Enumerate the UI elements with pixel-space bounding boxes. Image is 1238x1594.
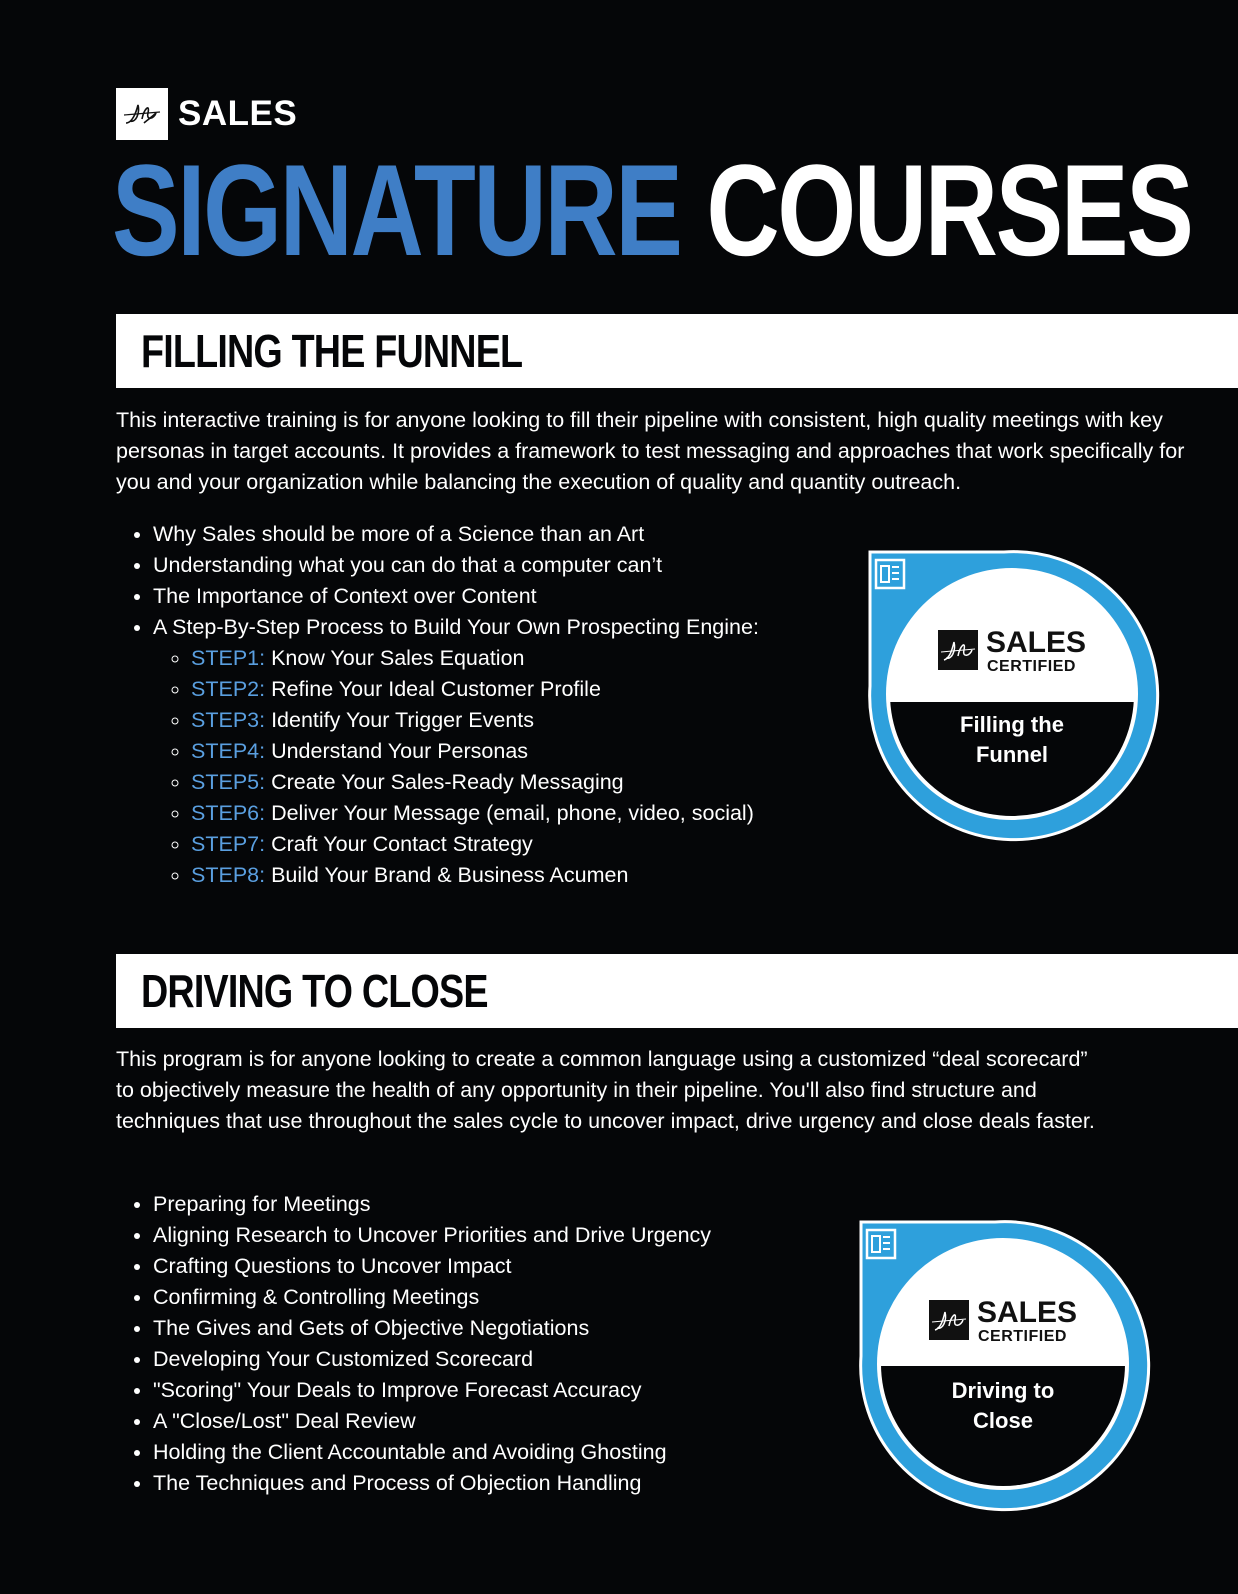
list-item: • "Scoring" Your Deals to Improve Forecast Accuracy (153, 1375, 711, 1406)
step-text: Identify Your Trigger Events (265, 708, 535, 732)
step-label: STEP1: (191, 646, 266, 670)
list-item: • The Importance of Context over Content (153, 581, 759, 612)
badge-course-line2: Funnel (975, 742, 1049, 767)
driving-to-close-badge (855, 1216, 1155, 1516)
list-item: • A "Close/Lost" Deal Review (153, 1406, 711, 1437)
step-text: Understand Your Personas (265, 739, 529, 763)
course2-topic-list (116, 1189, 711, 1499)
list-item-text: A Step-By-Step Process to Build Your Own Prospecting Engine: (153, 615, 759, 639)
title-part2: COURSES (706, 137, 1192, 283)
list-item: • The Gives and Gets of Objective Negotiations (153, 1313, 711, 1344)
step-label: STEP4: (191, 739, 266, 763)
logo-text: SALES (178, 94, 298, 133)
step-label: STEP5: (191, 770, 266, 794)
step-item (191, 674, 759, 705)
step-item (191, 860, 759, 891)
steps-list (153, 643, 759, 891)
badge-logo-icon (938, 630, 978, 670)
signature-logo-icon (116, 88, 168, 140)
badge-certified: CERTIFIED (978, 1328, 1067, 1345)
step-label: STEP2: (191, 677, 266, 701)
list-item: • Understanding what you can do that a computer can’t (153, 550, 759, 581)
course2-description: This program is for anyone looking to create a common language using a customized “deal scorecard” to objectively measure the health of any opportunity in their pipeline. You'll also find structure and techniques that use throughout the sales cycle to uncover impact, drive urgency and close deals faster. (116, 1047, 1095, 1133)
step-text: Deliver Your Message (email, phone, video, social) (265, 801, 754, 825)
badge-course-line1: Filling the (960, 712, 1064, 737)
list-item: • Holding the Client Accountable and Avoiding Ghosting (153, 1437, 711, 1468)
step-label: STEP3: (191, 708, 266, 732)
list-item: • Crafting Questions to Uncover Impact (153, 1251, 711, 1282)
list-item: • The Techniques and Process of Objection Handling (153, 1468, 711, 1499)
step-item (191, 643, 759, 674)
document-icon (876, 560, 904, 588)
step-item (191, 705, 759, 736)
course1-description: This interactive training is for anyone looking to fill their pipeline with consistent, high quality meetings with key personas in target accounts. It provides a framework to test messaging and approaches that work specifically for you and your organization while balancing the execution of quality and quantity outreach. (116, 408, 1185, 494)
list-item: • Aligning Research to Uncover Priorities and Drive Urgency (153, 1220, 711, 1251)
badge-brand: SALES (977, 1296, 1078, 1329)
step-item (191, 736, 759, 767)
list-item: • Why Sales should be more of a Science than an Art (153, 519, 759, 550)
step-text: Know Your Sales Equation (265, 646, 525, 670)
step-item (191, 767, 759, 798)
course2-heading: DRIVING TO CLOSE (141, 965, 488, 1017)
list-item: • Preparing for Meetings (153, 1189, 711, 1220)
list-item: • Confirming & Controlling Meetings (153, 1282, 711, 1313)
course2-heading-bar (116, 954, 1238, 1028)
step-text: Refine Your Ideal Customer Profile (265, 677, 601, 701)
badge-course-line1: Driving to (951, 1378, 1055, 1403)
list-item: • Developing Your Customized Scorecard (153, 1344, 711, 1375)
step-label: STEP6: (191, 801, 266, 825)
document-icon (867, 1230, 895, 1258)
title-part1: SIGNATURE (112, 137, 681, 283)
badge-certified: CERTIFIED (987, 658, 1076, 675)
course1-topic-list (116, 519, 759, 891)
list-item (153, 612, 759, 891)
badge-course-line2: Close (973, 1408, 1033, 1433)
course1-heading-bar (116, 314, 1238, 388)
badge-brand: SALES (986, 626, 1087, 659)
course1-heading: FILLING THE FUNNEL (141, 325, 523, 377)
step-item (191, 798, 759, 829)
badge-logo-icon (929, 1300, 969, 1340)
step-text: Create Your Sales-Ready Messaging (265, 770, 624, 794)
step-label: STEP8: (191, 863, 266, 887)
step-text: Build Your Brand & Business Acumen (265, 863, 629, 887)
step-text: Craft Your Contact Strategy (265, 832, 533, 856)
brand-logo (116, 88, 297, 140)
step-item (191, 829, 759, 860)
filling-the-funnel-badge (864, 546, 1164, 846)
page-title (112, 137, 1192, 283)
step-label: STEP7: (191, 832, 266, 856)
